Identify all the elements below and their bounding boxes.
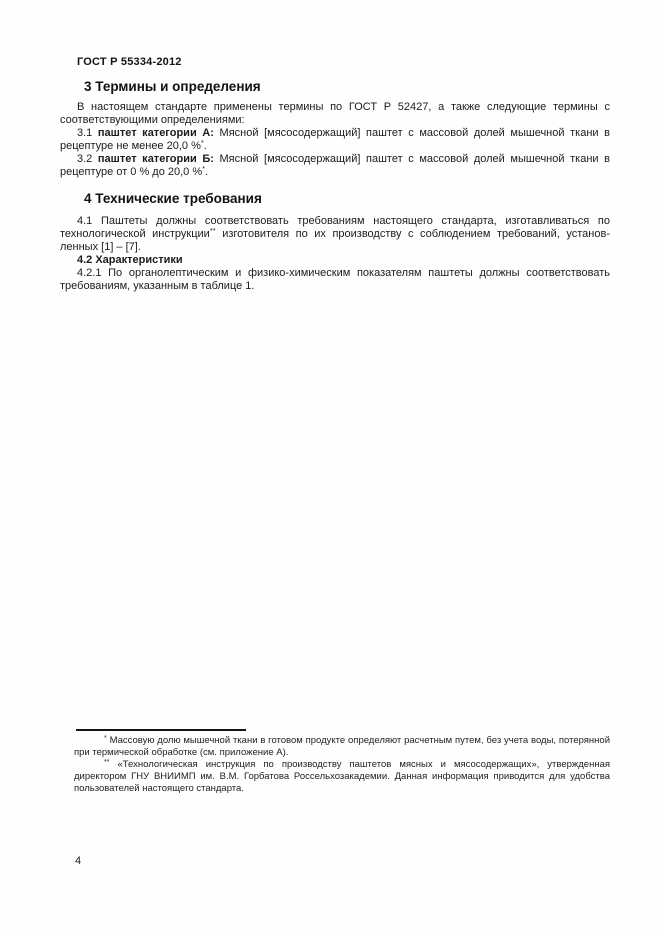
footnote-reference-1: * bbox=[202, 164, 206, 173]
paragraph-text: В настоящем стандарте применены термины по ГОСТ Р 52427, а также следующие термины с соответствующими определениями: bbox=[60, 101, 610, 126]
term-definition: Мясной [мясосодержащий] паштет с массовой долей мышечной ткани в рецептуре от 0 % до 20,0 % bbox=[60, 153, 610, 178]
footnote-1 bbox=[74, 735, 610, 759]
footnote-2 bbox=[74, 759, 610, 795]
footnote-2-marker: ** bbox=[104, 759, 110, 766]
clause-4-2-1-paragraph bbox=[60, 267, 610, 293]
term-3-2-paragraph bbox=[60, 153, 610, 179]
footnote-1-body: Массовую долю мышечной ткани в готовом продукте определяют расчетным путем, без учета воды, потерянной при термической обработке (см. приложение А). bbox=[74, 735, 611, 758]
clause-4-1-paragraph bbox=[60, 215, 610, 254]
sentence-end: . bbox=[203, 140, 207, 152]
footnote-2-body: «Технологическая инструкция по производству паштетов мясных и мясосодержащих», утвержденная директором ГНУ ВНИИМП им. В.М. Горбатова Россельхозакадемии. Данная информация приводится для удобства пользователей настоящего стандарта. bbox=[74, 759, 611, 794]
term-number: 3.1 bbox=[77, 127, 93, 139]
page-number: 4 bbox=[75, 855, 82, 867]
footnote-reference-1: * bbox=[200, 138, 204, 147]
footnote-text bbox=[74, 759, 610, 795]
section-3-intro-paragraph bbox=[60, 101, 610, 127]
footnote-1-marker: * bbox=[104, 735, 107, 742]
clause-text: 4.1 Паштеты должны соответствовать требованиям настоящего стандарта, изготавливаться по технологической инструкции bbox=[60, 215, 610, 240]
paragraph-text bbox=[60, 127, 610, 153]
paragraph-text: 4.2.1 По органолептическим и физико-химическим показателям паштеты должны соответствовать требованиям, указанным в таблице 1. bbox=[60, 267, 610, 292]
paragraph-text bbox=[60, 153, 610, 179]
footnote-reference-2: ** bbox=[209, 226, 216, 235]
section-3-heading: 3 Термины и определения bbox=[84, 79, 261, 94]
document-header-standard-number: ГОСТ Р 55334-2012 bbox=[77, 56, 182, 68]
term-name: паштет категории Б: bbox=[97, 153, 214, 165]
term-name: паштет категории А: bbox=[97, 127, 214, 139]
clause-4-2-subheading bbox=[60, 254, 610, 267]
footnote-divider-rule bbox=[76, 729, 246, 731]
paragraph-text: 4.2 Характеристики bbox=[77, 254, 183, 266]
sentence-end: . bbox=[205, 166, 209, 178]
term-number: 3.2 bbox=[77, 153, 93, 165]
term-definition: Мясной [мясосодержащий] паштет с массовой долей мышечной ткани в рецептуре не менее 20,0 % bbox=[60, 127, 610, 152]
term-3-1-paragraph bbox=[60, 127, 610, 153]
section-4-heading: 4 Технические требования bbox=[84, 191, 262, 206]
footnote-text bbox=[74, 735, 610, 759]
paragraph-text bbox=[60, 215, 610, 254]
clause-text-continued: изготовителя по их производству с соблюдением требований, установленных [1] – [7]. bbox=[60, 228, 610, 253]
